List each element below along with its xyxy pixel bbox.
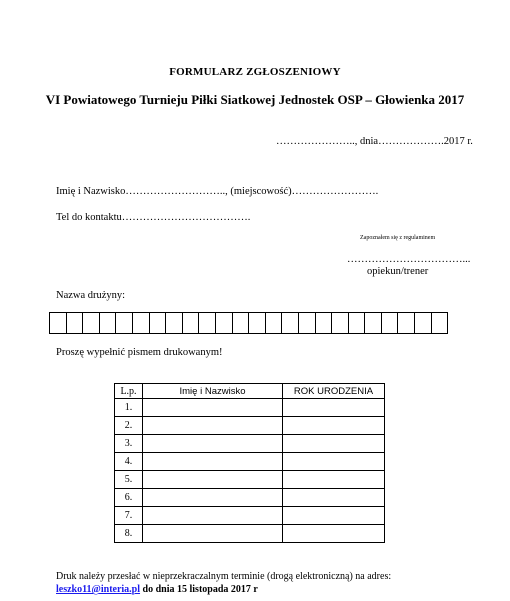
birth-year-cell[interactable] [283, 399, 385, 417]
signature-label: opiekun/trener [367, 266, 429, 277]
header-lp: L.p. [115, 384, 143, 399]
table-row [115, 507, 385, 525]
team-name-box[interactable] [415, 313, 432, 333]
table-row [115, 417, 385, 435]
submission-instructions: Druk należy przesłać w nieprzekraczalnym terminie (drogą elektroniczną) na adres: [56, 571, 392, 582]
team-name-box[interactable] [83, 313, 100, 333]
header-name: Imię i Nazwisko [143, 384, 283, 399]
player-name-cell[interactable] [143, 399, 283, 417]
team-name-box[interactable] [150, 313, 167, 333]
team-name-box[interactable] [266, 313, 283, 333]
table-row [115, 489, 385, 507]
team-name-box[interactable] [398, 313, 415, 333]
team-name-box[interactable] [365, 313, 382, 333]
header-birth-year: ROK URODZENIA [283, 384, 385, 399]
players-table [114, 383, 385, 543]
event-title: VI Powiatowego Turnieju Piłki Siatkowej Jednostek OSP – Głowienka 2017 [45, 92, 465, 107]
contact-email-link[interactable]: leszko11@interia.pl [56, 584, 141, 595]
team-name-box[interactable] [166, 313, 183, 333]
birth-year-cell[interactable] [283, 453, 385, 471]
table-row [115, 471, 385, 489]
team-name-box[interactable] [282, 313, 299, 333]
player-name-cell[interactable] [143, 507, 283, 525]
birth-year-cell[interactable] [283, 471, 385, 489]
team-name-box[interactable] [183, 313, 200, 333]
team-name-box[interactable] [332, 313, 349, 333]
team-name-box[interactable] [216, 313, 233, 333]
team-name-box[interactable] [299, 313, 316, 333]
submission-deadline-line [56, 584, 258, 595]
row-number: 4. [115, 453, 143, 471]
player-name-cell[interactable] [143, 471, 283, 489]
regulations-note: Zapoznałem się z regulaminem [360, 235, 436, 241]
birth-year-cell[interactable] [283, 417, 385, 435]
player-name-cell[interactable] [143, 417, 283, 435]
birth-year-cell[interactable] [283, 507, 385, 525]
team-name-box[interactable] [50, 313, 67, 333]
team-name-box[interactable] [382, 313, 399, 333]
name-field-line[interactable]: Imię i Nazwisko……………………….., (miejscowość)……………………. [56, 186, 379, 197]
team-name-box[interactable] [100, 313, 117, 333]
row-number: 7. [115, 507, 143, 525]
team-name-box[interactable] [116, 313, 133, 333]
team-name-box[interactable] [316, 313, 333, 333]
row-number: 6. [115, 489, 143, 507]
team-name-box[interactable] [432, 313, 449, 333]
deadline-text: do dnia 15 listopada 2017 r [140, 584, 258, 595]
row-number: 5. [115, 471, 143, 489]
team-name-box[interactable] [233, 313, 250, 333]
instruction-text: Proszę wypełnić pismem drukowanym! [56, 347, 223, 358]
form-title: FORMULARZ ZGŁOSZENIOWY [169, 66, 341, 78]
row-number: 3. [115, 435, 143, 453]
player-name-cell[interactable] [143, 525, 283, 543]
team-name-box[interactable] [133, 313, 150, 333]
table-row [115, 435, 385, 453]
date-line: ………………….., dnia……………….2017 r. [276, 136, 473, 147]
row-number: 2. [115, 417, 143, 435]
table-row [115, 453, 385, 471]
row-number: 8. [115, 525, 143, 543]
table-row [115, 399, 385, 417]
team-name-box[interactable] [349, 313, 366, 333]
player-name-cell[interactable] [143, 489, 283, 507]
signature-dots[interactable]: ……………………………... [347, 254, 471, 265]
player-name-cell[interactable] [143, 453, 283, 471]
team-name-box[interactable] [199, 313, 216, 333]
table-row [115, 525, 385, 543]
birth-year-cell[interactable] [283, 435, 385, 453]
player-name-cell[interactable] [143, 435, 283, 453]
team-name-label: Nazwa drużyny: [56, 290, 126, 301]
birth-year-cell[interactable] [283, 525, 385, 543]
team-name-box[interactable] [249, 313, 266, 333]
birth-year-cell[interactable] [283, 489, 385, 507]
team-name-box[interactable] [67, 313, 84, 333]
row-number: 1. [115, 399, 143, 417]
phone-field-line[interactable]: Tel do kontaktu………………………………. [56, 212, 251, 223]
table-header-row [115, 384, 385, 399]
team-name-boxes[interactable] [49, 312, 448, 334]
